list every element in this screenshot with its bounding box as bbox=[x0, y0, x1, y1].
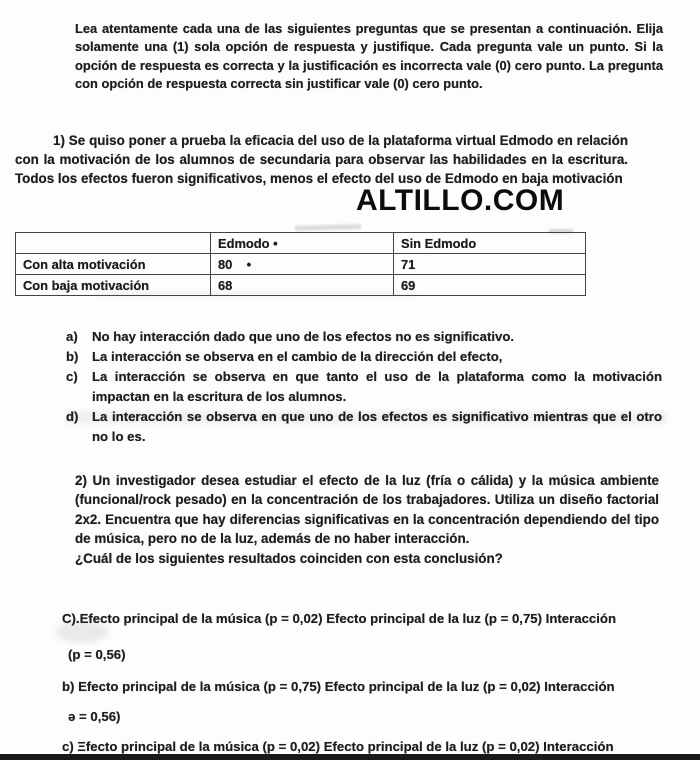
table-cell-value: 71 bbox=[394, 254, 586, 275]
table-row bbox=[16, 275, 586, 296]
table-cell-row-label: Con alta motivación bbox=[16, 254, 211, 275]
instructions-paragraph: Lea atentamente cada una de las siguientes preguntas que se presentan a continuación. Elija solamente una (1) sola opción de respuesta y justifique. Cada pregunta vale un punto. Si la opción de respuesta es correcta y la justificación es incorrecta vale (0) cero punto. La pregunta con opción de respuesta correcta sin justificar vale (0) cero punto. bbox=[75, 20, 663, 92]
results-table bbox=[15, 232, 586, 296]
option-row-b bbox=[66, 347, 662, 367]
watermark-text: ALTILLO.COM bbox=[356, 184, 565, 217]
option-b-line2: ə = 0,56) bbox=[68, 709, 121, 724]
table-header-row bbox=[16, 233, 586, 254]
question1-text: 1) Se quiso poner a prueba la eficacia del uso de la plataforma virtual Edmodo en relación con la motivación de los alumnos de secundaria para observar las habilidades en la escritura. Todos los efectos fueron significativos, menos el efecto del uso de Edmodo en baja motivación bbox=[15, 133, 628, 186]
option-label: a) bbox=[66, 329, 78, 344]
option-a-line1: C).Efecto principal de la música (p = 0,02) Efecto principal de la luz (p = 0,75) Interacción bbox=[62, 611, 617, 626]
table-cell-row-label: Con baja motivación bbox=[16, 275, 211, 296]
option-label: c) bbox=[66, 369, 78, 384]
option-row-c bbox=[66, 367, 662, 407]
question1-options bbox=[66, 327, 662, 447]
table-row bbox=[16, 254, 586, 275]
table-cell-value: 80 • bbox=[211, 254, 394, 275]
option-a-line2: (p = 0,56) bbox=[68, 647, 126, 662]
question2-options bbox=[62, 609, 664, 757]
option-c-line1: c) Ξfecto principal de la música (p = 0,02) Efecto principal de la luz (p = 0,02) Interacción bbox=[62, 739, 614, 754]
option-text: No hay interacción dado que uno de los efectos no es significativo. bbox=[92, 329, 515, 344]
option-b-line1: b) Efecto principal de la música (p = 0,75) Efecto principal de la luz (p = 0,02) Interacción bbox=[62, 679, 615, 694]
question2-text bbox=[75, 471, 659, 568]
table-header-cell-sin-edmodo: Sin Edmodo bbox=[394, 233, 586, 254]
option-label: b) bbox=[66, 349, 79, 364]
scan-artifact bbox=[295, 224, 361, 231]
page-bottom-edge bbox=[0, 754, 700, 760]
question2-prompt: ¿Cuál de los siguientes resultados coinciden con esta conclusión? bbox=[75, 550, 503, 566]
table-cell-value: 68 bbox=[211, 275, 394, 296]
question2-setup: 2) Un investigador desea estudiar el efecto de la luz (fría o cálida) y la música ambiente (funcional/rock pesado) en la concentración de los trabajadores. Utiliza un diseño factorial 2x2. Encuentra que hay diferencias significativas en la concentración dependiendo del tipo de música, pero no de la luz, además de no haber interacción. bbox=[75, 473, 659, 547]
option-label: d) bbox=[66, 409, 79, 424]
option-row-d bbox=[66, 407, 662, 447]
option-text: La interacción se observa en que uno de los efectos es significativo mientras que el otro no lo es. bbox=[92, 409, 662, 444]
option-row-a bbox=[66, 327, 662, 347]
option-text: La interacción se observa en el cambio de la dirección del efecto, bbox=[92, 349, 503, 364]
table-header-cell-edmodo: Edmodo • bbox=[211, 233, 394, 254]
option-text: La interacción se observa en que tanto el uso de la plataforma como la motivación impactan en la escritura de los alumnos. bbox=[92, 369, 662, 404]
table-header-cell-empty bbox=[16, 233, 211, 254]
table-cell-value: 69 bbox=[394, 275, 586, 296]
